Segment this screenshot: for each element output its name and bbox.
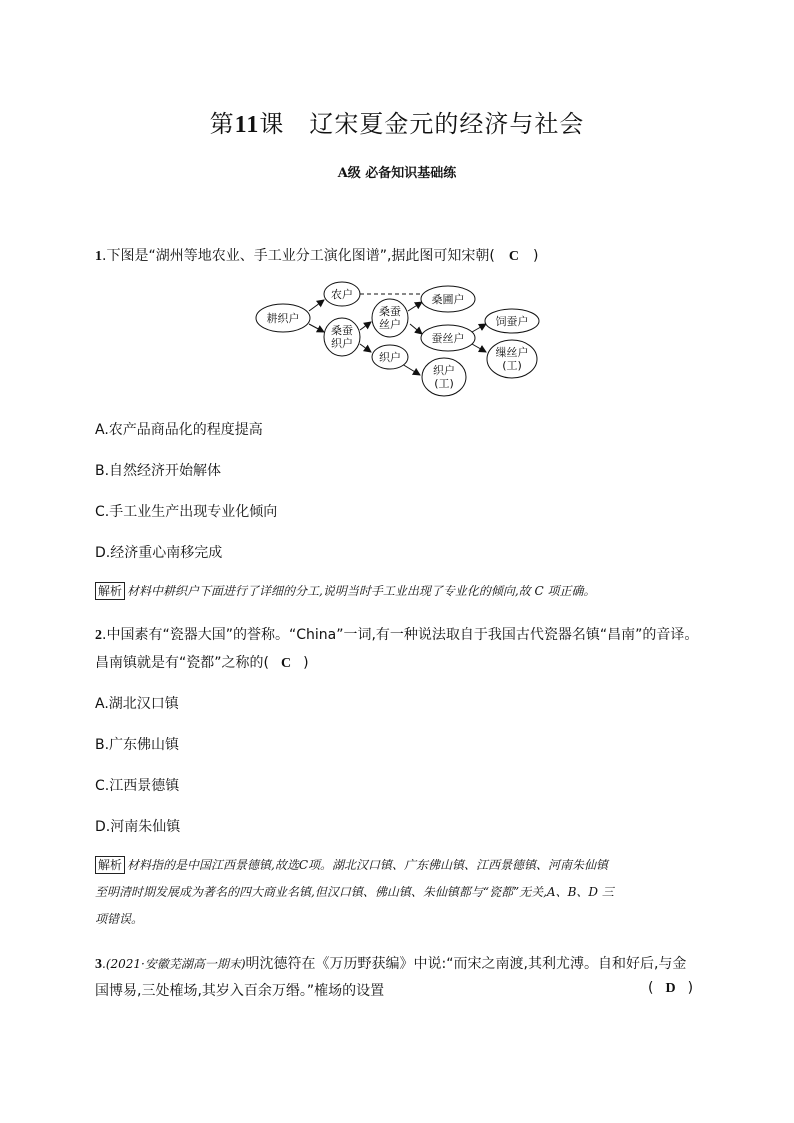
svg-text:饲蚕户: 饲蚕户 bbox=[495, 315, 529, 328]
node-saosihu-gong bbox=[487, 340, 537, 378]
question-1-stem bbox=[95, 245, 538, 265]
svg-text:农户: 农户 bbox=[331, 288, 353, 301]
svg-text:桑圃户: 桑圃户 bbox=[431, 293, 465, 306]
svg-text:(工): (工) bbox=[502, 359, 522, 372]
svg-text:桑蚕: 桑蚕 bbox=[379, 305, 401, 318]
question-text: .中国素有“瓷器大国”的誉称。“China”一词,有一种说法取自于我国古代瓷器名镇“昌南”的音译。 bbox=[102, 627, 699, 643]
q1-option-a: A.农产品商品化的程度提高 bbox=[95, 422, 263, 438]
edge-sangcan-cansi bbox=[410, 324, 422, 334]
node-nonghu bbox=[324, 282, 360, 306]
edge-gengzhi-cansang bbox=[309, 324, 324, 332]
title-rest: 课 辽宋夏金元的经济与社会 bbox=[259, 110, 585, 138]
svg-text:桑蚕: 桑蚕 bbox=[331, 324, 353, 337]
svg-text:耕织户: 耕织户 bbox=[266, 312, 300, 325]
question-source: .(2021·安徽芜湖高一期末) bbox=[102, 957, 246, 971]
node-cansihu bbox=[421, 325, 475, 351]
svg-text:蚕丝户: 蚕丝户 bbox=[431, 332, 465, 345]
svg-text:丝户: 丝户 bbox=[379, 318, 401, 331]
q1-option-d: D.经济重心南移完成 bbox=[95, 545, 223, 561]
answer-letter: D bbox=[665, 981, 676, 996]
svg-text:织户: 织户 bbox=[379, 351, 401, 364]
q1-option-c: C.手工业生产出现专业化倾向 bbox=[95, 504, 278, 520]
question-2-stem-line1 bbox=[95, 624, 698, 644]
explanation-text: 材料中耕织户下面进行了详细的分工,说明当时手工业出现了专业化的倾向,故 C 项正确。 bbox=[127, 584, 596, 598]
node-zhihu-gong bbox=[422, 358, 466, 396]
svg-text:(工): (工) bbox=[434, 377, 454, 390]
question-number: 1 bbox=[95, 249, 102, 264]
explanation-tag: 解析 bbox=[95, 582, 125, 600]
title-prefix: 第 bbox=[209, 110, 235, 138]
q2-explanation-line1 bbox=[95, 852, 608, 878]
edge-cansi-saosi bbox=[472, 344, 486, 352]
question-text: 昌南镇就是有“瓷都”之称的( bbox=[95, 655, 269, 671]
edge-cansi-sicanhu bbox=[472, 324, 486, 332]
section-subtitle: A级 必备知识基础练 bbox=[337, 166, 457, 181]
q1-explanation bbox=[95, 578, 595, 604]
node-sangcan-sihu bbox=[372, 299, 408, 337]
question-number: 3 bbox=[95, 957, 102, 972]
answer-letter: C bbox=[280, 656, 292, 671]
q2-option-b: B.广东佛山镇 bbox=[95, 737, 180, 753]
question-3-stem-line1 bbox=[95, 953, 686, 973]
svg-text:织户: 织户 bbox=[331, 337, 353, 350]
question-2-stem-line2 bbox=[95, 652, 309, 672]
answer-letter: C bbox=[508, 249, 519, 264]
question-3-stem-line2 bbox=[95, 980, 384, 1000]
edge-cansang-zhihu bbox=[360, 344, 371, 352]
svg-text:缫丝户: 缫丝户 bbox=[495, 346, 529, 359]
answer-close: ) bbox=[303, 655, 309, 671]
explanation-text: 材料指的是中国江西景德镇,故选C项。湖北汉口镇、广东佛山镇、江西景德镇、河南朱仙镇 bbox=[127, 858, 609, 872]
node-sicanhu bbox=[485, 309, 539, 333]
edge-cansang-sangcan bbox=[360, 322, 371, 330]
q2-explanation-line2: 至明清时期发展成为著名的四大商业名镇,但汉口镇、佛山镇、朱仙镇都与“瓷都”无关,A、B、D 三 bbox=[95, 885, 614, 899]
division-of-labor-diagram bbox=[250, 280, 550, 400]
node-sangpuhu bbox=[421, 286, 475, 312]
title-number: 11 bbox=[234, 112, 260, 138]
page-title bbox=[0, 104, 794, 139]
node-gengzhihu bbox=[256, 304, 310, 332]
q1-option-b: B.自然经济开始解体 bbox=[95, 463, 222, 479]
q2-option-c: C.江西景德镇 bbox=[95, 778, 180, 794]
q3-answer bbox=[648, 980, 693, 997]
question-text: .下图是“湖州等地农业、手工业分工演化图谱”,据此图可知宋朝( bbox=[102, 248, 495, 264]
answer-close: ) bbox=[687, 980, 694, 996]
question-number: 2 bbox=[95, 628, 102, 643]
question-text: 明沈德符在《万历野获编》中说:“而宋之南渡,其利尤溥。自和好后,与金 bbox=[245, 956, 687, 972]
q2-option-a: A.湖北汉口镇 bbox=[95, 696, 179, 712]
answer-close: ) bbox=[533, 248, 539, 264]
edge-zhihu-zhihugong bbox=[402, 364, 420, 375]
explanation-tag: 解析 bbox=[95, 856, 125, 874]
svg-text:织户: 织户 bbox=[433, 364, 455, 377]
node-zhihu bbox=[372, 345, 408, 369]
question-text: 国博易,三处榷场,其岁入百余万缗。”榷场的设置 bbox=[95, 983, 385, 999]
edge-gengzhi-nonghu bbox=[309, 300, 324, 311]
edge-sangcan-sangpu bbox=[408, 302, 422, 311]
node-cansang-zhihu bbox=[324, 318, 360, 356]
answer-open: ( bbox=[648, 980, 654, 996]
q2-option-d: D.河南朱仙镇 bbox=[95, 819, 181, 835]
q2-explanation-line3: 项错误。 bbox=[95, 912, 144, 926]
